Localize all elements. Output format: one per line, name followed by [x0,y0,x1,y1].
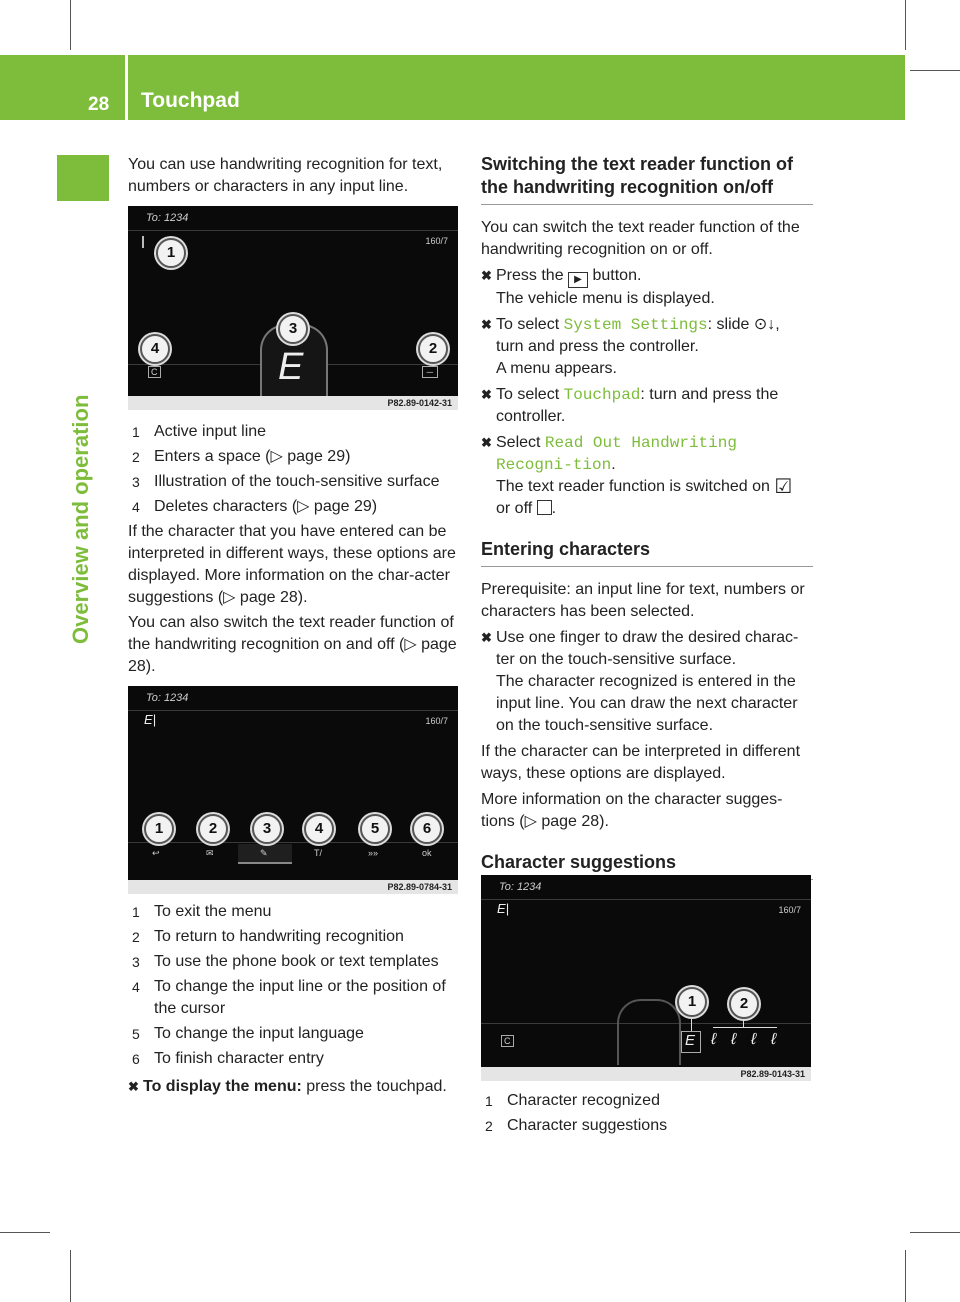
marker-1: 1 [144,814,174,844]
marker-4: 4 [304,814,334,844]
suggestion-character: ℓ [771,1031,777,1048]
legend-text: Active input line [154,423,267,440]
legend-number: 1 [132,424,140,440]
step-text: turn and press the controller. [496,338,699,355]
divider [481,899,811,900]
paragraph: You can switch the text reader function of the handwriting recognition on or off. [481,219,800,258]
step-result: The text reader function is switched on [496,478,775,495]
marker-3: 3 [278,314,308,344]
section-heading: Switching the text reader function of the handwriting recognition on/off [481,154,794,197]
legend-text: To exit the menu [154,903,272,920]
legend-text: Illustration of the touch-sensitive surface [154,473,440,490]
step-arrow-icon: ✖ [128,1079,139,1094]
legend-item [128,471,460,493]
step-result: or off [496,500,537,517]
menu-item-code: Touchpad [563,386,641,404]
heading-rule [481,204,813,205]
figure-menu [128,686,458,894]
legend-number: 2 [132,449,140,465]
to-label: To: 1234 [146,692,189,704]
instruction-step [481,314,813,380]
instruction-step [481,384,813,428]
step-text: . [611,456,616,473]
step-result: The character recognized is entered in the input line. You can draw the next character on the touch-sensitive surface. [496,673,798,734]
checkbox-empty-icon [537,500,552,515]
input-cursor [142,236,144,248]
divider [128,710,458,711]
counter: 160/7 [425,236,448,246]
to-label: To: 1234 [146,212,189,224]
side-label [68,224,113,644]
bracket-line [713,1027,777,1028]
legend-item [128,926,460,948]
step-arrow-icon: ✖ [481,630,492,645]
heading-rule [481,566,813,567]
car-button-icon: ▶ [568,272,588,288]
step-text: press the touchpad. [301,1078,447,1095]
cursor-icon: T/ [314,848,322,858]
legend-2 [128,901,460,1098]
header-divider [125,55,128,120]
divider [128,842,458,843]
to-label: To: 1234 [499,881,542,893]
crop-mark [70,1250,71,1302]
legend-number: 4 [132,979,140,995]
legend-text: Enters a space (▷ page 29) [154,448,351,465]
back-icon: ↩ [152,848,160,858]
legend-number: 5 [132,1026,140,1042]
step-result: The vehicle menu is displayed. [496,290,715,307]
legend-item [481,1115,813,1137]
menu-item-code: Read Out Handwriting Recogni-tion [496,434,737,474]
crop-mark [910,70,960,71]
legend-number: 1 [132,904,140,920]
legend-item [128,496,460,518]
figure-handwriting [128,206,458,410]
step-arrow-icon: ✖ [481,317,492,332]
page-number: 28 [88,94,110,115]
legend-item [481,1090,813,1112]
section-heading: Character suggestions [481,852,677,872]
legend-number: 6 [132,1051,140,1067]
marker-4: 4 [140,334,170,364]
crop-mark [0,1232,50,1233]
menu-item-code: System Settings [563,316,708,334]
instruction-step [481,432,813,520]
marker-6: 6 [412,814,442,844]
counter: 160/7 [425,716,448,726]
legend-text: Character recognized [507,1092,660,1109]
legend-text: To change the input language [154,1025,364,1042]
legend-number: 1 [485,1093,493,1109]
pen-icon: ✎ [260,848,268,858]
paragraph: Prerequisite: an input line for text, numbers or characters has been selected. [481,581,805,620]
step-text: Select [496,434,545,451]
step-text: : slide ⊙↓, [707,316,780,333]
input-text: E| [144,712,157,727]
legend-number: 2 [132,929,140,945]
legend-number: 3 [132,474,140,490]
legend-item [128,421,460,443]
legend-3 [481,1090,813,1137]
crop-mark [70,0,71,50]
crop-mark [905,1250,906,1302]
step-bold: To display the menu: [143,1078,302,1095]
marker-5: 5 [360,814,390,844]
suggestion-character: ℓ [751,1031,757,1048]
crop-mark [905,0,906,50]
paragraph: You can also switch the text reader function of the handwriting recognition on and off (▷ page 28). [128,614,457,675]
legend-text: Character suggestions [507,1117,668,1134]
marker-1: 1 [677,987,707,1017]
figure-ref: P82.89-0143-31 [740,1069,805,1079]
figure-ref: P82.89-0784-31 [387,882,452,892]
figure-ref: P82.89-0142-31 [387,398,452,408]
legend-item [128,901,460,923]
legend-item [128,976,460,1020]
marker-1: 1 [156,238,186,268]
delete-icon: C [148,366,161,378]
legend-item [128,1048,460,1070]
step-text: button. [588,267,642,284]
marker-2: 2 [198,814,228,844]
crop-mark [910,1232,960,1233]
suggestion-character: ℓ [711,1031,717,1048]
step-text: : turn and press the controller. [496,386,779,425]
step-result: A menu appears. [496,360,617,377]
step-result: . [551,500,557,517]
marker-3: 3 [252,814,282,844]
right-column [481,153,813,880]
legend-text: To finish character entry [154,1050,324,1067]
step-arrow-icon: ✖ [481,268,492,283]
section-label: Overview and operation [68,394,93,644]
touch-surface [617,999,681,1065]
paragraph: If the character that you have entered can be interpreted in different ways, these options are displayed. More information on the char-acter suggestions (▷ page 28). [128,523,456,606]
step-text: To select [496,316,564,333]
instruction-step [481,627,813,737]
legend-item [128,1023,460,1045]
legend-number: 3 [132,954,140,970]
input-text: E| [497,901,510,916]
left-column [128,154,460,198]
legend-item [128,951,460,973]
legend-item [128,446,460,468]
instruction-step [481,265,813,310]
paragraph: If the character can be interpreted in different ways, these options are displayed. [481,743,801,782]
paragraph: More information on the character sugges-tions (▷ page 28). [481,791,783,830]
divider [128,230,458,231]
suggestion-character: ℓ [731,1031,737,1048]
intro-text: You can use handwriting recognition for text, numbers or characters in any input line. [128,156,443,195]
drawn-character: E [278,346,304,388]
space-icon: ─ [422,366,438,378]
figure-suggestions [481,875,811,1081]
step-text: Press the [496,267,569,284]
step-arrow-icon: ✖ [481,387,492,402]
delete-icon: C [501,1035,514,1047]
legend-1 [128,421,460,678]
legend-text: To use the phone book or text templates [154,953,439,970]
section-heading: Entering characters [481,539,651,559]
chapter-title: Touchpad [141,89,240,112]
checkbox-checked-icon: ☑ [774,476,793,498]
language-icon: »» [368,848,379,858]
legend-text: To change the input line or the position of the cursor [154,978,446,1017]
legend-number: 4 [132,499,140,515]
recognized-character: E [685,1032,696,1049]
ok-icon: ok [422,848,432,858]
legend-text: Deletes characters (▷ page 29) [154,498,378,515]
legend-number: 2 [485,1118,493,1134]
step-text: To select [496,386,564,403]
header-bar [0,55,905,120]
counter: 160/7 [778,905,801,915]
phonebook-icon: ✉ [206,848,214,858]
marker-2: 2 [418,334,448,364]
side-tab [57,155,109,201]
step-arrow-icon: ✖ [481,435,492,450]
legend-text: To return to handwriting recognition [154,928,404,945]
step-text: Use one finger to draw the desired charac-ter on the touch-sensitive surface. [496,629,799,668]
instruction-step [128,1076,460,1098]
marker-2: 2 [729,989,759,1019]
